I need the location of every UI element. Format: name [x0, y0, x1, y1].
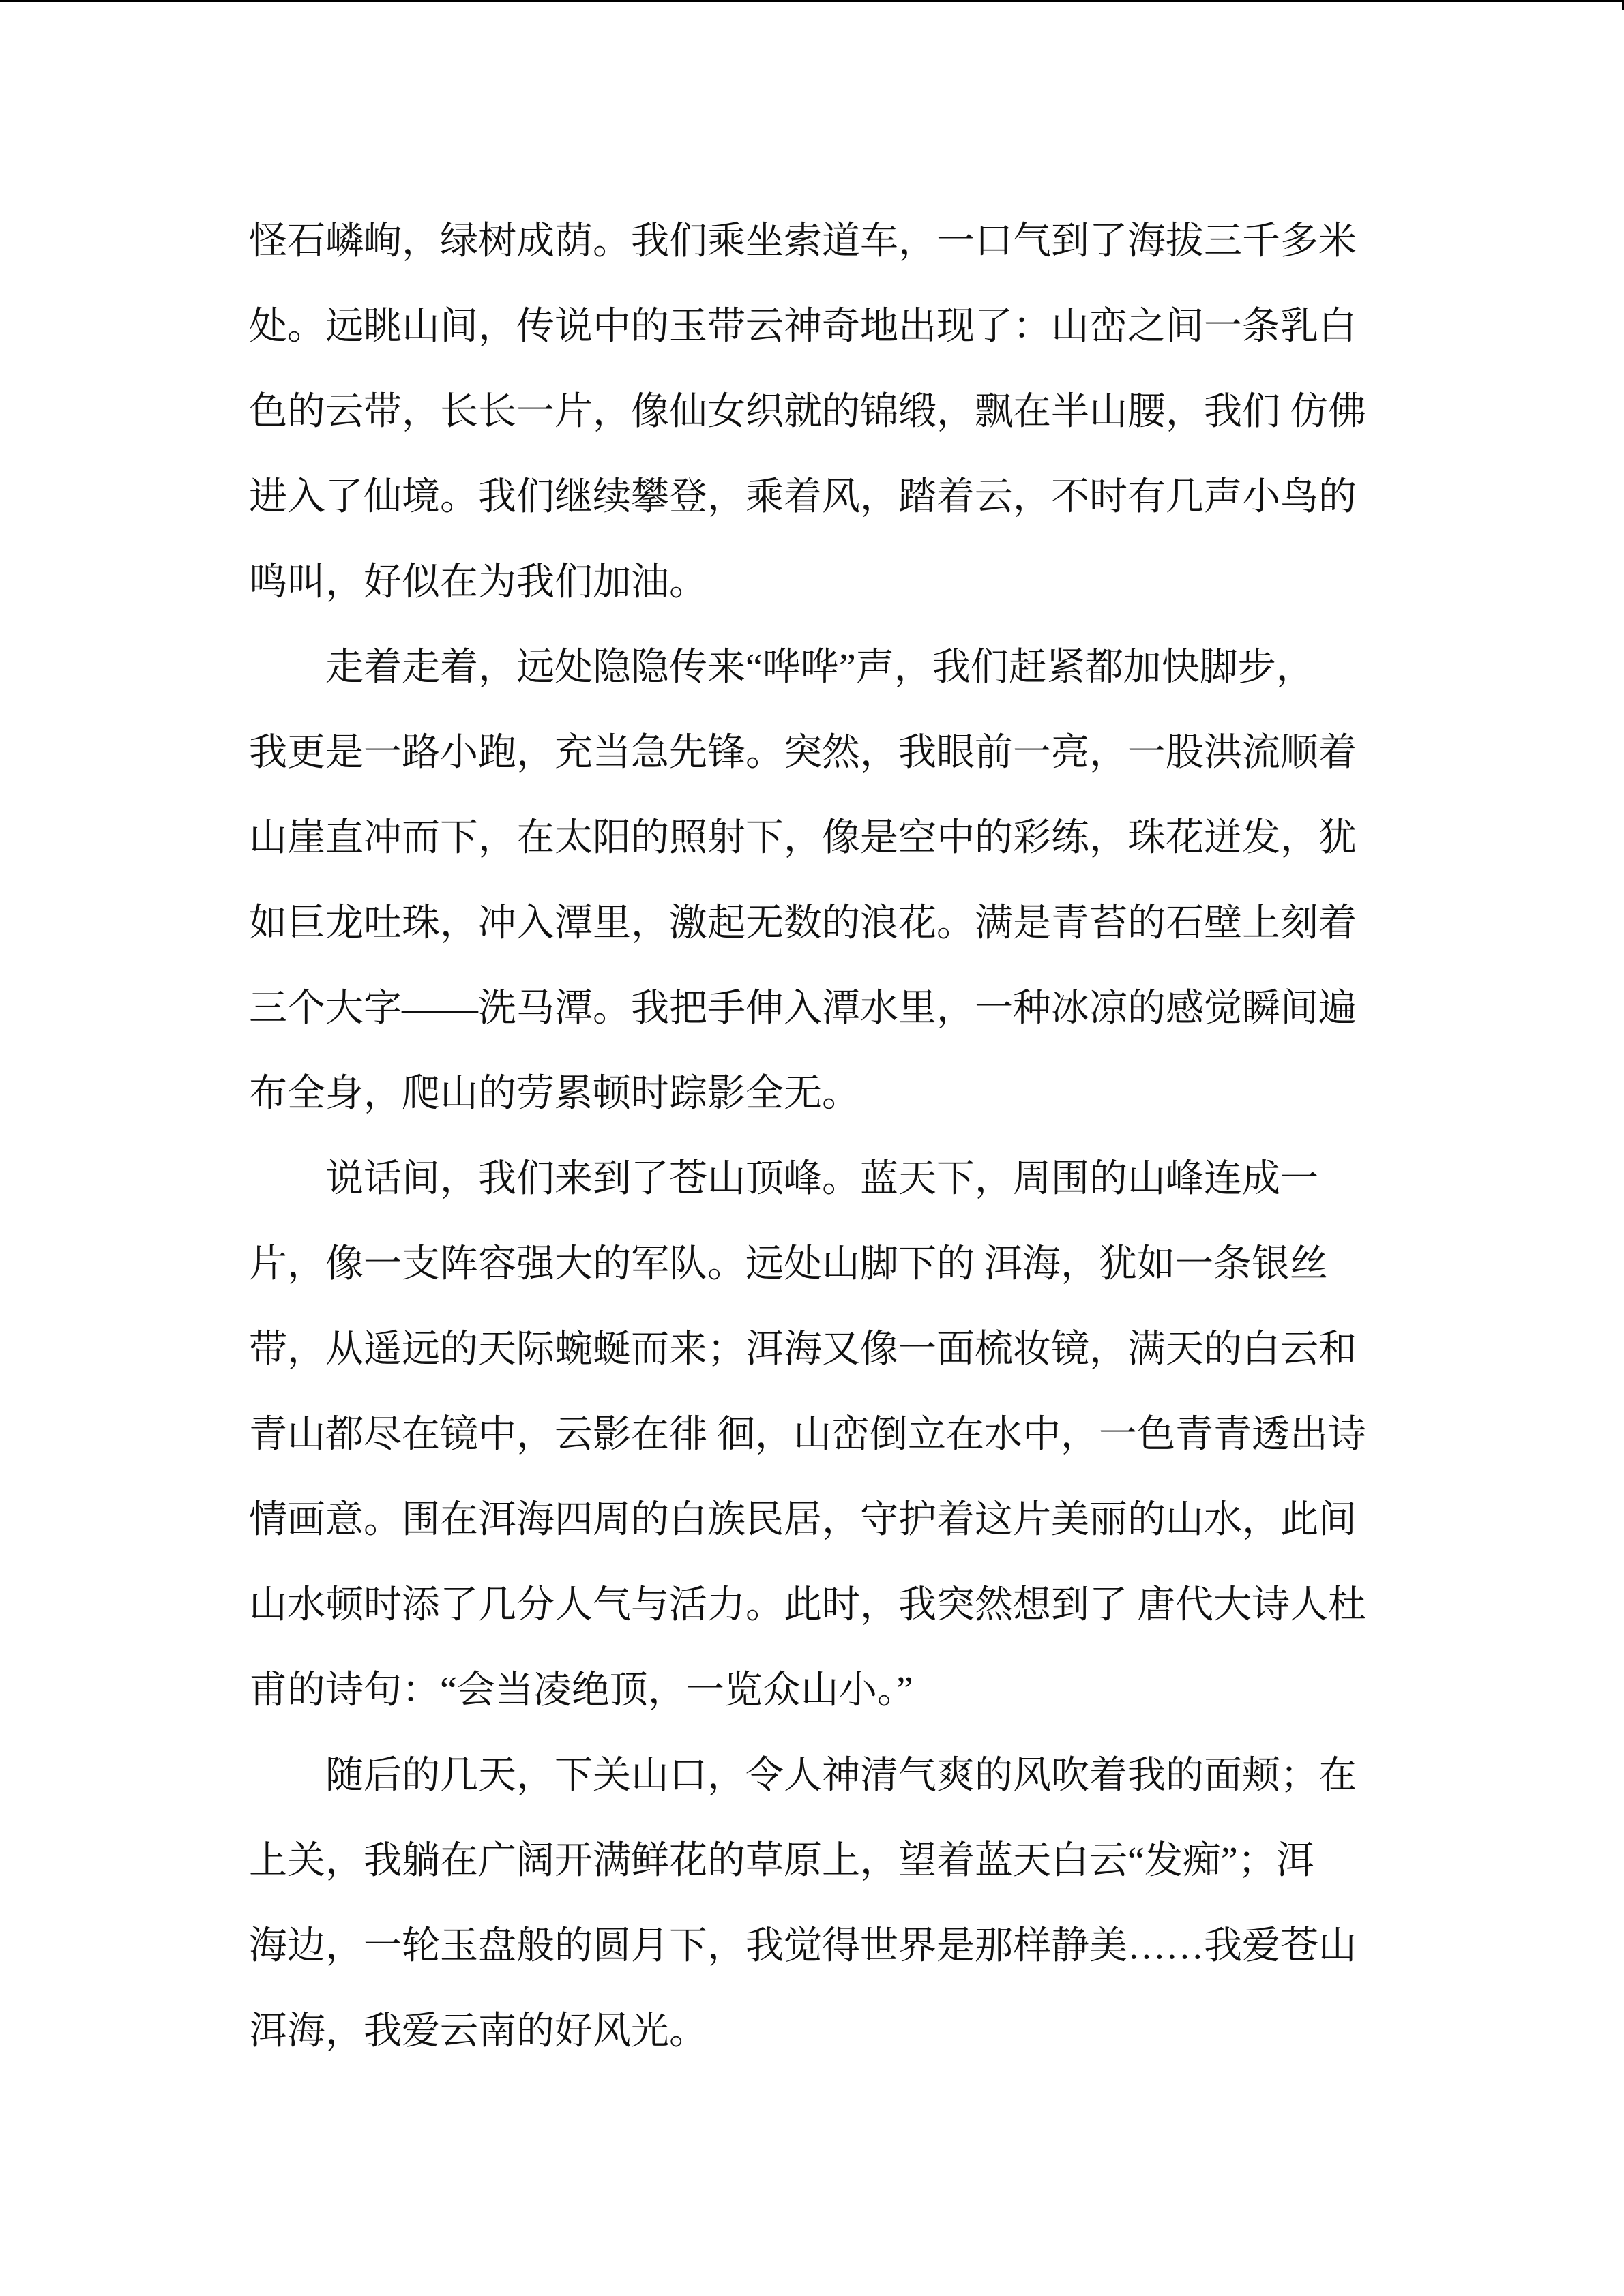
text-line: 洱海，我爱云南的好风光。: [249, 2010, 707, 2053]
text-line: 鸣叫，好似在为我们加油。: [249, 561, 707, 603]
text-line: 海边，一轮玉盘般的圆月下，我觉得世界是那样静美……我爱苍山: [249, 1925, 1357, 1967]
text-line: 片，像一支阵容强大的军队。远处山脚下的 洱海，犹如一条银丝: [249, 1243, 1328, 1285]
page-top-border: [0, 0, 1624, 2]
text-line: 我更是一路小跑，充当急先锋。突然，我眼前一亮，一股洪流顺着: [249, 732, 1357, 774]
text-line: 色的云带，长长一片，像仙女织就的锦缎，飘在半山腰，我们 仿佛: [249, 391, 1366, 433]
text-line: 进入了仙境。我们继续攀登，乘着风，踏着云，不时有几声小鸟的: [249, 476, 1357, 518]
paragraph: [249, 1137, 1408, 1733]
text-line: 上关，我躺在广阔开满鲜花的草原上，望着蓝天白云“发痴”；洱: [249, 1840, 1314, 1882]
paragraph: [249, 199, 1408, 625]
text-line: 处。远眺山间，传说中的玉带云神奇地出现了：山峦之间一条乳白: [249, 305, 1357, 348]
text-line: 情画意。围在洱海四周的白族民居，守护着这片美丽的山水，此间: [249, 1499, 1357, 1541]
text-line: 随后的几天，下关山口，令人神清气爽的风吹着我的面颊；在: [325, 1755, 1357, 1797]
paragraph: [249, 625, 1408, 1137]
text-line: 带，从遥远的天际蜿蜒而来；洱海又像一面梳妆镜，满天的白云和: [249, 1328, 1357, 1371]
text-line: 山崖直冲而下，在太阳的照射下，像是空中的彩练，珠花迸发，犹: [249, 817, 1357, 859]
text-line: 布全身，爬山的劳累顿时踪影全无。: [249, 1073, 860, 1115]
text-line: 如巨龙吐珠，冲入潭里，激起无数的浪花。满是青苔的石壁上刻着: [249, 902, 1357, 944]
text-line: 青山都尽在镜中，云影在徘 徊，山峦倒立在水中，一色青青透出诗: [249, 1414, 1366, 1456]
paragraph: [249, 1733, 1408, 2074]
text-line: 怪石嶙峋，绿树成荫。我们乘坐索道车，一口气到了海拔三千多米: [249, 220, 1357, 263]
text-line: 说话间，我们来到了苍山顶峰。蓝天下，周围的山峰连成一: [325, 1158, 1318, 1200]
text-line: 山水顿时添了几分人气与活力。此时，我突然想到了 唐代大诗人杜: [249, 1584, 1366, 1626]
text-line: 三个大字——洗马潭。我把手伸入潭水里，一种冰凉的感觉瞬间遍: [249, 987, 1357, 1030]
text-line: 甫的诗句：“会当凌绝顶，一览众山小。”: [249, 1669, 913, 1712]
text-line: 走着走着，远处隐隐传来“哗哗”声，我们赶紧都加快脚步，: [325, 646, 1314, 689]
document-body: [249, 199, 1408, 2074]
